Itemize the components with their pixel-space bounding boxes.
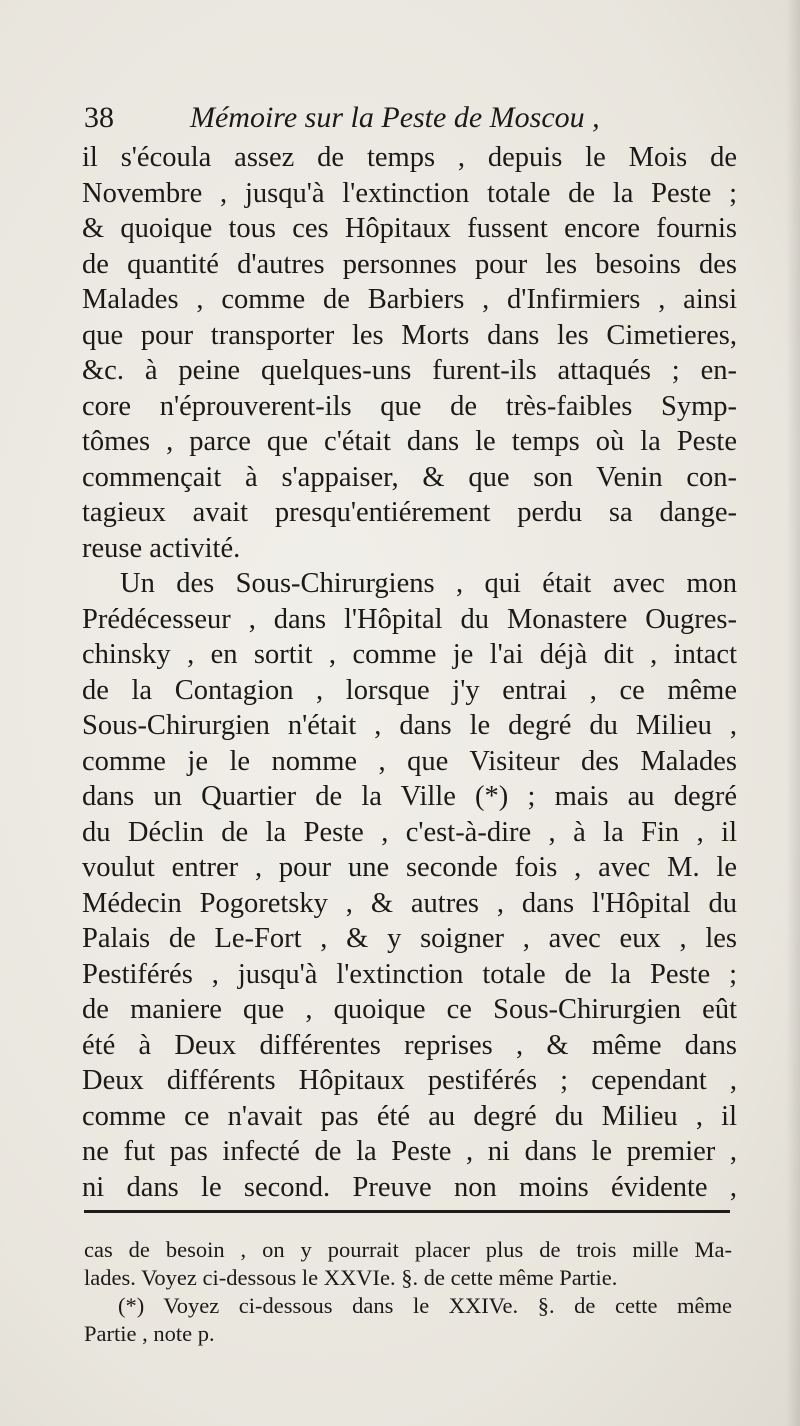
text-line: Malades , comme de Barbiers , d'Infirmiers , ainsi [82, 284, 737, 315]
page-header [84, 96, 644, 140]
text-line: & quoique tous ces Hôpitaux fussent encore fournis [82, 213, 737, 244]
footnote-line: (*) Voyez ci-dessous dans le XXIVe. §. de cette même [118, 1293, 732, 1318]
text-line: tômes , parce que c'était dans le temps où la Peste [82, 426, 737, 457]
text-line: il s'écoula assez de temps , depuis le Mois de [82, 142, 737, 173]
text-line: Pestiférés , jusqu'à l'extinction totale de la Peste ; [82, 958, 737, 990]
text-line: tagieux avait presqu'entiérement perdu sa dange- [82, 497, 737, 528]
paragraph-start-line: Un des Sous-Chirurgiens , qui était avec mon [120, 568, 737, 599]
body-text [82, 140, 737, 1205]
text-line: chinsky , en sortit , comme je l'ai déjà dit , intact [82, 639, 737, 670]
text-line: Sous-Chirurgien n'était , dans le degré du Milieu , [82, 710, 737, 741]
footnote-line: cas de besoin , on y pourrait placer plus de trois mille Ma- [84, 1237, 732, 1262]
text-line: dans un Quartier de la Ville (*) ; mais au degré [82, 781, 737, 812]
page-edge-shadow [786, 0, 800, 1426]
text-line: comme je le nomme , que Visiteur des Malades [82, 745, 737, 777]
footnotes [84, 1236, 732, 1348]
text-line: été à Deux différentes reprises , & même dans [82, 1029, 737, 1061]
text-line: de quantité d'autres personnes pour les besoins des [82, 248, 737, 280]
text-line: comme ce n'avait pas été au degré du Milieu , il [82, 1100, 737, 1132]
footnote-line: lades. Voyez ci-dessous le XXVIe. §. de cette même Partie. [84, 1265, 618, 1290]
footnote-line: Partie , note p. [84, 1321, 215, 1346]
text-line: de la Contagion , lorsque j'y entrai , ce même [82, 674, 737, 706]
text-line: voulut entrer , pour une seconde fois , avec M. le [82, 852, 737, 883]
running-title: Mémoire sur la Peste de Moscou , [190, 101, 600, 134]
text-line: Deux différents Hôpitaux pestiférés ; cependant , [82, 1065, 737, 1096]
text-line: Médecin Pogoretsky , & autres , dans l'Hôpital du [82, 887, 737, 919]
text-line: reuse activité. [82, 532, 241, 564]
text-line: que pour transporter les Morts dans les Cimetieres, [82, 319, 737, 351]
text-line: Novembre , jusqu'à l'extinction totale de la Peste ; [82, 177, 737, 209]
text-line: Prédécesseur , dans l'Hôpital du Monastere Ougres- [82, 603, 737, 635]
footnote-separator [84, 1210, 730, 1213]
text-line: commençait à s'appaiser, & que son Venin con- [82, 461, 737, 493]
text-line: &c. à peine quelques-uns furent-ils attaqués ; en- [82, 355, 737, 386]
text-line: de maniere que , quoique ce Sous-Chirurgien eût [82, 994, 737, 1025]
text-line: Palais de Le-Fort , & y soigner , avec eux , les [82, 923, 737, 954]
text-line: ni dans le second. Preuve non moins évidente , [82, 1171, 737, 1203]
text-line: ne fut pas infecté de la Peste , ni dans le premier , [82, 1136, 737, 1167]
text-line: core n'éprouverent-ils que de très-faibles Symp- [82, 390, 737, 422]
page-number: 38 [84, 101, 114, 134]
text-line: du Déclin de la Peste , c'est-à-dire , à la Fin , il [82, 816, 737, 848]
